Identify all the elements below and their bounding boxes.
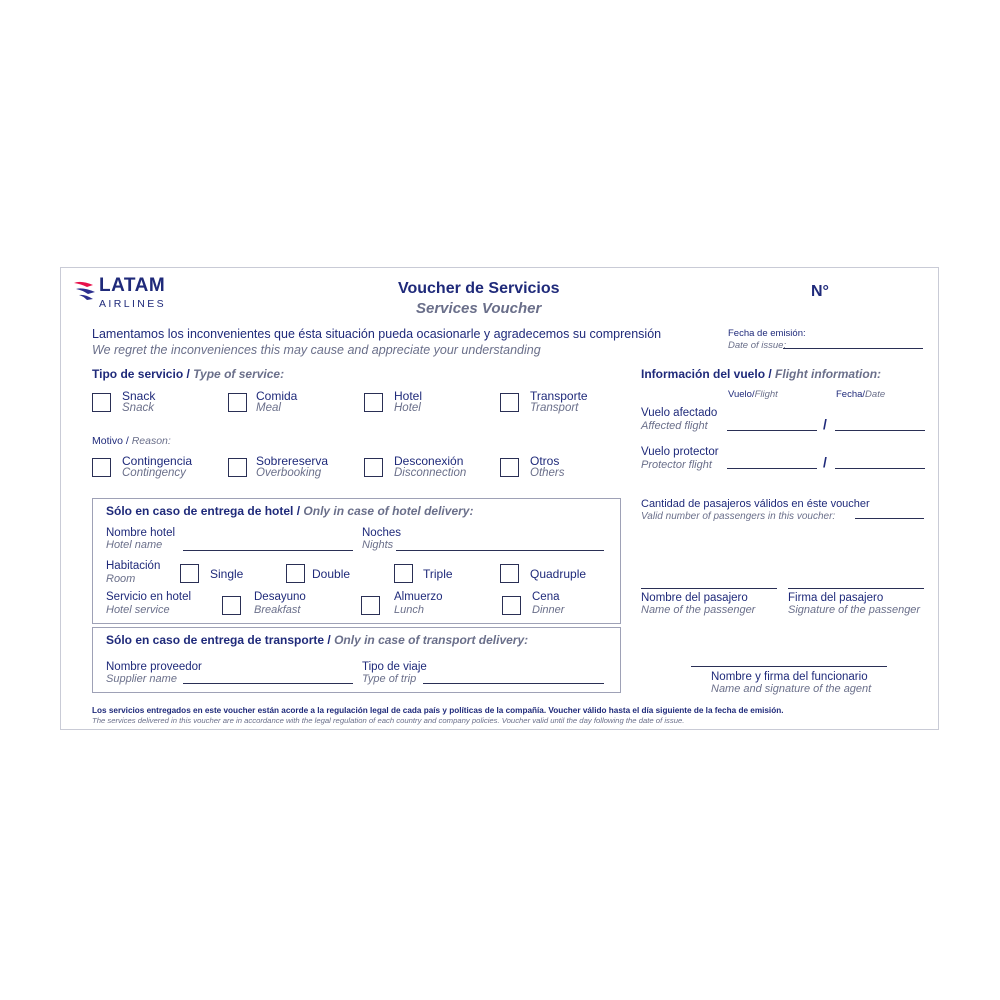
option-others-en: Others	[530, 467, 565, 479]
passenger-signature-label-en: Signature of the passenger	[788, 604, 921, 616]
title-es: Voucher de Servicios	[398, 280, 560, 297]
title-en: Services Voucher	[416, 300, 542, 317]
breakfast-label-en: Breakfast	[254, 604, 301, 616]
option-meal-es: Comida	[256, 389, 298, 403]
checkbox-meal[interactable]	[228, 393, 247, 412]
dinner-label-en: Dinner	[532, 604, 565, 616]
issue-date-label-es: Fecha de emisión:	[728, 328, 806, 339]
checkbox-overbooking[interactable]	[228, 458, 247, 477]
room-quadruple-label: Quadruple	[530, 567, 587, 581]
checkbox-dinner[interactable]	[502, 596, 521, 615]
option-overbooking-es: Sobrereserva	[256, 454, 329, 468]
checkbox-room-double[interactable]	[286, 564, 305, 583]
affected-flight-separator: /	[823, 416, 827, 432]
issue-date-field[interactable]	[783, 348, 923, 349]
room-triple-label: Triple	[423, 567, 453, 581]
hotel-name-label-es: Nombre hotel	[106, 527, 176, 539]
passenger-count-field[interactable]	[855, 518, 924, 519]
dinner-label-es: Cena	[532, 591, 560, 603]
service-type-title: Tipo de servicio / Type of service:	[92, 367, 285, 381]
latam-logo-icon	[73, 279, 97, 301]
lunch-label-en: Lunch	[394, 604, 424, 616]
footer-legal-en: The services delivered in this voucher are in accordance with the legal regulation of each country and company policies. Voucher valid until the day following the date of issue.	[92, 716, 685, 725]
hotel-name-label-en: Hotel name	[106, 539, 163, 551]
nights-label-es: Noches	[362, 527, 401, 539]
services-voucher-form	[60, 267, 939, 730]
apology-es: Lamentamos los inconvenientes que ésta situación pueda ocasionarle y agradecemos su comprensión	[92, 327, 662, 341]
checkbox-room-quadruple[interactable]	[500, 564, 519, 583]
hotel-delivery-section	[92, 498, 621, 624]
hotel-name-field[interactable]	[183, 550, 353, 551]
room-single-label: Single	[210, 567, 244, 581]
affected-flight-date-field[interactable]	[835, 430, 925, 431]
reason-title: Motivo / Reason:	[92, 435, 171, 447]
option-snack-es: Snack	[122, 389, 156, 403]
affected-flight-number-field[interactable]	[727, 430, 817, 431]
protector-flight-number-field[interactable]	[727, 468, 817, 469]
option-disconnection-es: Desconexión	[394, 454, 464, 468]
passenger-signature-label-es: Firma del pasajero	[788, 592, 884, 604]
option-snack-en: Snack	[122, 402, 154, 414]
agent-signature-field[interactable]	[691, 666, 887, 667]
option-transport-en: Transport	[530, 402, 579, 414]
trip-type-label-en: Type of trip	[362, 673, 417, 685]
option-meal-en: Meal	[256, 402, 281, 414]
breakfast-label-es: Desayuno	[254, 591, 306, 603]
checkbox-breakfast[interactable]	[222, 596, 241, 615]
room-label-en: Room	[106, 573, 136, 585]
room-label-es: Habitación	[106, 560, 161, 572]
option-overbooking-en: Overbooking	[256, 467, 322, 479]
checkbox-contingency[interactable]	[92, 458, 111, 477]
checkbox-disconnection[interactable]	[364, 458, 383, 477]
hotel-section-title: Sólo en caso de entrega de hotel / Only in case of hotel delivery:	[106, 504, 474, 518]
trip-type-field[interactable]	[423, 683, 604, 684]
passenger-count-label-en: Valid number of passengers in this voucher:	[641, 511, 836, 522]
passenger-name-field[interactable]	[641, 588, 777, 589]
affected-flight-label-en: Affected flight	[641, 420, 708, 432]
option-others-es: Otros	[530, 454, 560, 468]
checkbox-snack[interactable]	[92, 393, 111, 412]
supplier-name-field[interactable]	[183, 683, 353, 684]
checkbox-others[interactable]	[500, 458, 519, 477]
flight-info-title: Información del vuelo / Flight information:	[641, 367, 882, 381]
passenger-name-label-en: Name of the passenger	[641, 604, 756, 616]
option-contingency-es: Contingencia	[122, 454, 193, 468]
protector-flight-separator: /	[823, 454, 827, 470]
passenger-signature-field[interactable]	[788, 588, 924, 589]
affected-flight-label-es: Vuelo afectado	[641, 407, 718, 419]
date-column-header: Fecha/Date	[836, 389, 886, 400]
footer-legal-es: Los servicios entregados en este voucher están acorde a la regulación legal de cada país y políticas de la compañía. Voucher válido hasta el día siguiente de la fecha de emisión.	[92, 706, 784, 715]
checkbox-hotel[interactable]	[364, 393, 383, 412]
checkbox-lunch[interactable]	[361, 596, 380, 615]
option-hotel-es: Hotel	[394, 389, 423, 403]
brand-sub: AIRLINES	[99, 298, 167, 310]
issue-date-label-en: Date of issue:	[728, 340, 787, 351]
supplier-name-label-es: Nombre proveedor	[106, 661, 202, 673]
checkbox-room-single[interactable]	[180, 564, 199, 583]
checkbox-transport[interactable]	[500, 393, 519, 412]
nights-label-en: Nights	[362, 539, 394, 551]
lunch-label-es: Almuerzo	[394, 591, 443, 603]
passenger-count-label-es: Cantidad de pasajeros válidos en éste voucher	[641, 498, 870, 510]
protector-flight-label-es: Vuelo protector	[641, 446, 719, 458]
flight-column-header: Vuelo/Flight	[728, 389, 778, 400]
option-hotel-en: Hotel	[394, 402, 421, 414]
apology-en: We regret the inconveniences this may cause and appreciate your understanding	[92, 343, 541, 357]
room-double-label: Double	[312, 567, 351, 581]
supplier-name-label-en: Supplier name	[106, 673, 177, 685]
option-disconnection-en: Disconnection	[394, 467, 467, 479]
transport-delivery-section	[92, 627, 621, 693]
option-transport-es: Transporte	[530, 389, 588, 403]
agent-label-es: Nombre y firma del funcionario	[711, 671, 868, 683]
option-contingency-en: Contingency	[122, 467, 186, 479]
passenger-name-label-es: Nombre del pasajero	[641, 592, 748, 604]
nights-field[interactable]	[396, 550, 604, 551]
brand-name: LATAM	[99, 275, 166, 296]
protector-flight-label-en: Protector flight	[641, 459, 712, 471]
transport-section-title: Sólo en caso de entrega de transporte / Only in case of transport delivery:	[106, 633, 529, 647]
agent-label-en: Name and signature of the agent	[711, 683, 872, 695]
hotel-service-label-es: Servicio en hotel	[106, 591, 192, 603]
voucher-number-label: N°	[811, 283, 829, 300]
hotel-service-label-en: Hotel service	[106, 604, 170, 616]
protector-flight-date-field[interactable]	[835, 468, 925, 469]
checkbox-room-triple[interactable]	[394, 564, 413, 583]
trip-type-label-es: Tipo de viaje	[362, 661, 427, 673]
